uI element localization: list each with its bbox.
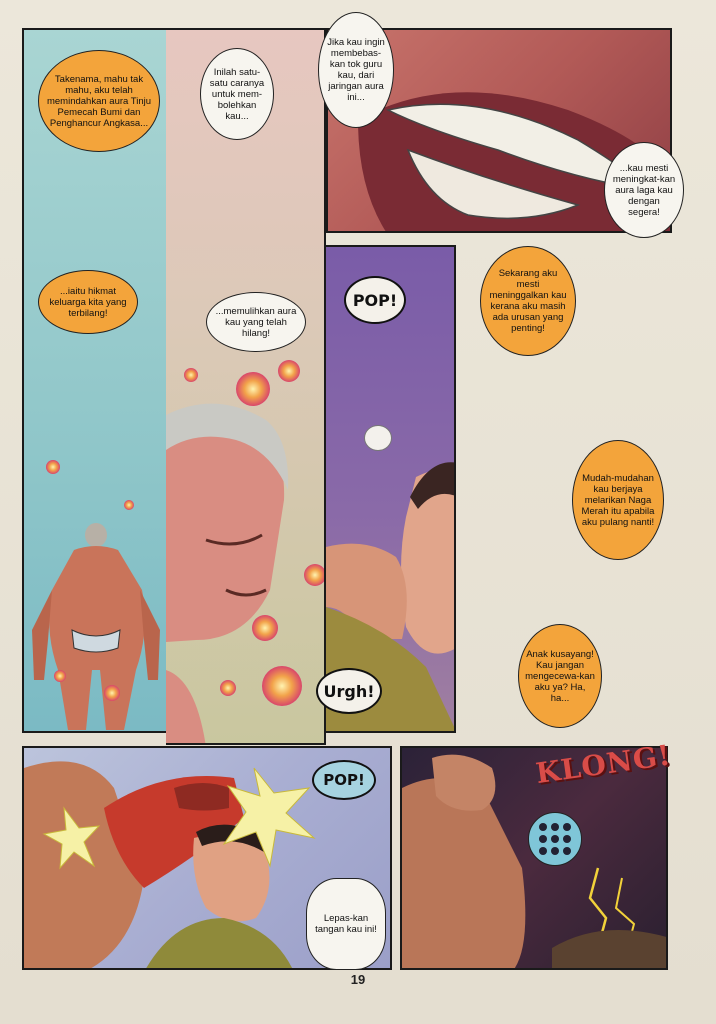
sfx-urgh: Urgh!	[316, 668, 382, 714]
dot	[551, 823, 559, 831]
sfx-pop-bottom: POP!	[312, 760, 376, 800]
speech-bubble-leaving-now: Sekarang aku mesti meninggalkan kau kerana aku masih ada urusan yang penting!	[480, 246, 576, 356]
speech-bubble-free-master: Jika kau ingin membebas-kan tok guru kau, dari jaringan aura ini...	[318, 12, 394, 128]
speech-bubble-aura-transfer: Takenama, mahu tak mahu, aku telah memindahkan aura Tinju Pemecah Bumi dan Penghancur Angkasa...	[38, 50, 160, 152]
speech-bubble-restore-aura: ...memulihkan aura kau yang telah hilang!	[206, 292, 306, 352]
aura-orb	[124, 500, 134, 510]
aura-orb	[220, 680, 236, 696]
dot	[551, 835, 559, 843]
aura-orb	[46, 460, 60, 474]
speech-bubble-beloved-son: Anak kusayang! Kau jangan mengecewa-kan aku ya? Ha, ha...	[518, 624, 602, 728]
speech-bubble-family-secret: ...iaitu hikmat keluarga kita yang terbilang!	[38, 270, 138, 334]
aura-orb	[252, 615, 278, 641]
aura-orb	[184, 368, 198, 382]
dot	[539, 823, 547, 831]
sfx-pop-top: POP!	[344, 276, 406, 324]
aura-orb	[236, 372, 270, 406]
dot	[539, 835, 547, 843]
dot	[563, 823, 571, 831]
aura-orb	[278, 360, 300, 382]
sweat-drop	[364, 425, 392, 451]
speech-bubble-let-go: Lepas-kan tangan kau ini!	[306, 878, 386, 970]
speech-bubble-naga-merah: Mudah-mudahan kau berjaya melarikan Naga Merah itu apabila aku pulang nanti!	[572, 440, 664, 560]
dot	[539, 847, 547, 855]
speech-bubble-raise-aura: ...kau mesti meningkat-kan aura laga kau dengan segera!	[604, 142, 684, 238]
aura-orb	[304, 564, 326, 586]
dotted-speech-bubble	[528, 812, 582, 866]
aura-orb	[54, 670, 66, 682]
dot	[551, 847, 559, 855]
dot	[563, 835, 571, 843]
aura-orb	[262, 666, 302, 706]
aura-orb	[104, 685, 120, 701]
speech-bubble-only-way: Inilah satu-satu caranya untuk mem-bolehkan kau...	[200, 48, 274, 140]
dot	[563, 847, 571, 855]
page-number: 19	[350, 972, 366, 987]
sfx-klong: KLONG!	[533, 738, 674, 791]
